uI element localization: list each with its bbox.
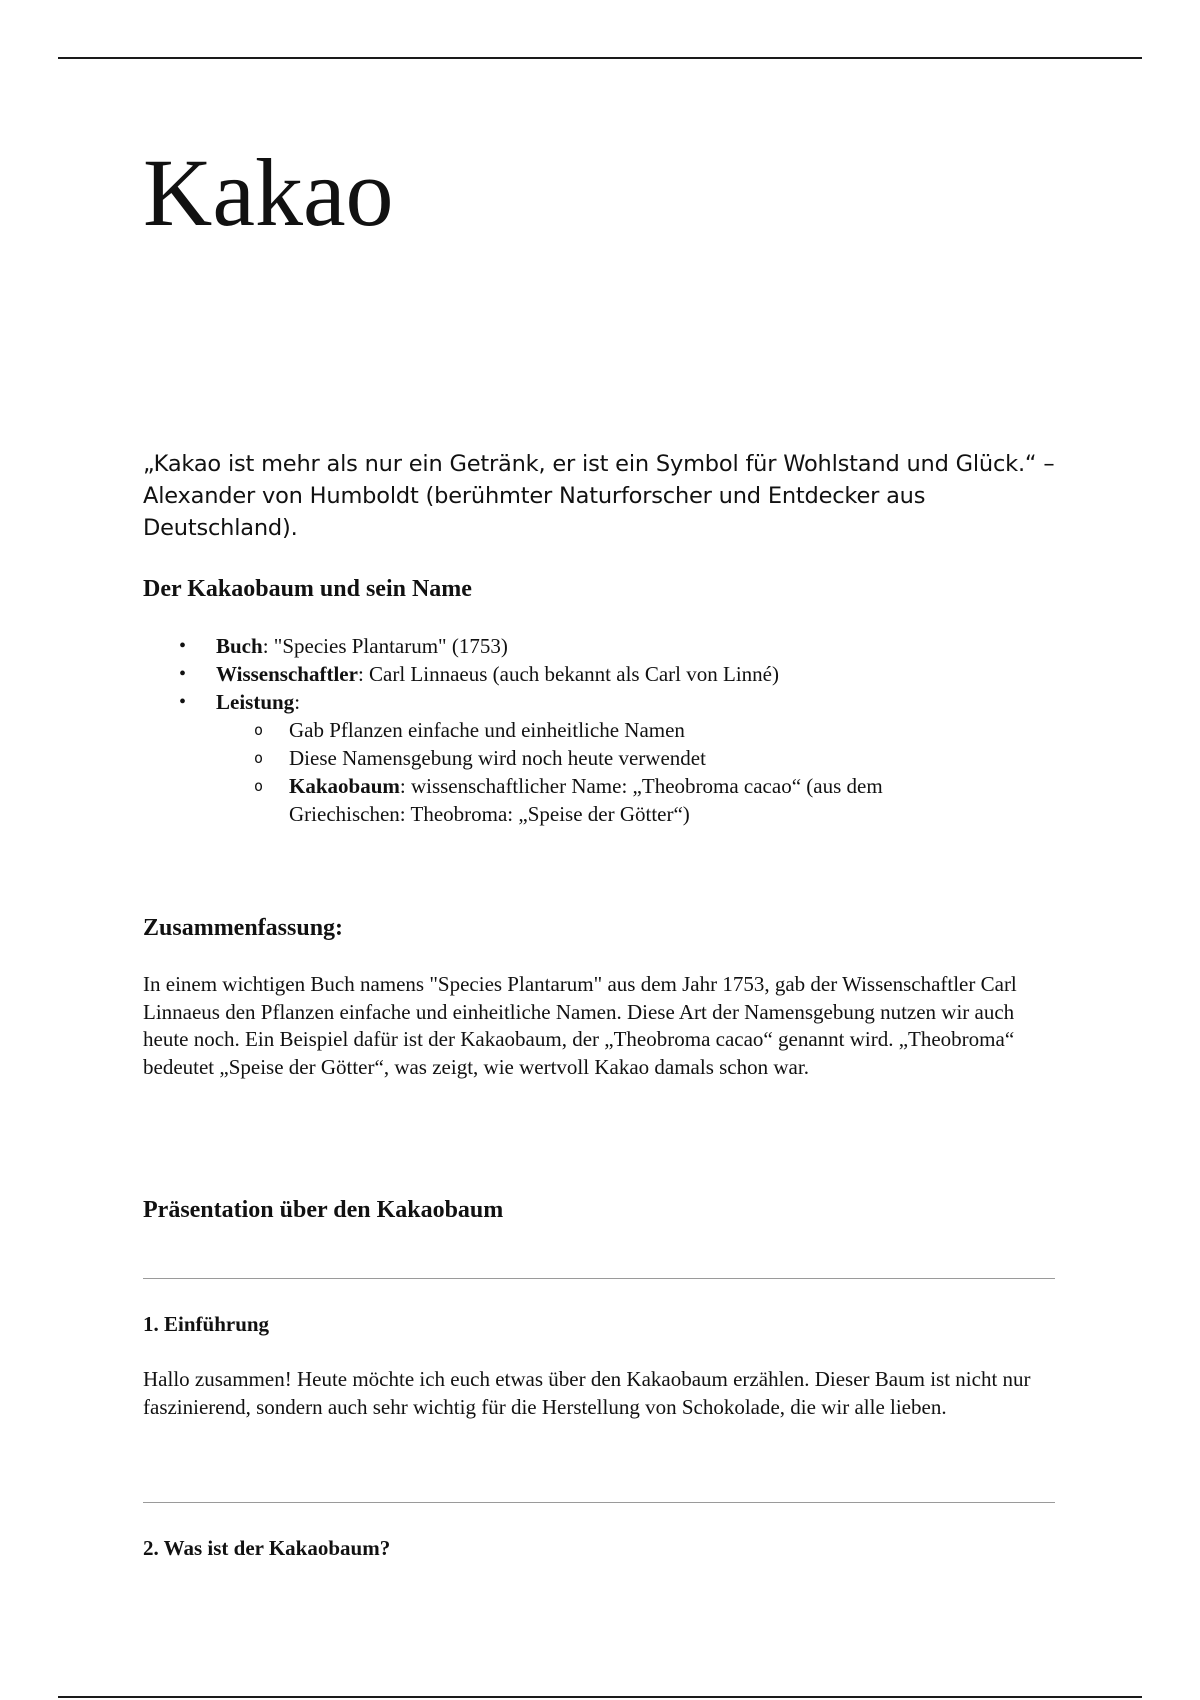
sublist-item-text: : wissenschaftlicher Name: „Theobroma cacao“ (aus dem Griechischen: Theobroma: „Speise der Götter“)	[289, 774, 883, 826]
horizontal-rule	[143, 1502, 1055, 1503]
subheading-introduction: 1. Einführung	[143, 1312, 270, 1336]
document-title: Kakao	[143, 139, 394, 246]
list-item-book	[143, 632, 976, 660]
list-item-scientist	[143, 660, 976, 688]
list-item-text: :	[294, 690, 301, 714]
sublist-item	[216, 772, 976, 828]
summary-paragraph: In einem wichtigen Buch namens "Species Plantarum" aus dem Jahr 1753, gab der Wissenschaftler Carl Linnaeus den Pflanzen einfache und einheitliche Namen. Diese Art der Namensgebung nutzen wir auch heute noch. Ein Beispiel dafür ist der Kakaobaum, der „Theobroma cacao“ genannt wird. „Theobroma“ bedeutet „Speise der Götter“, was zeigt, wie wertvoll Kakao damals schon war.	[143, 972, 1017, 1079]
list-item-term: Buch	[216, 634, 263, 658]
list-item-text: : "Species Plantarum" (1753)	[262, 634, 508, 658]
horizontal-rule	[143, 1278, 1055, 1279]
sublist-item	[216, 716, 976, 744]
section-heading-tree-name: Der Kakaobaum und sein Name	[143, 576, 472, 602]
introduction-paragraph: Hallo zusammen! Heute möchte ich euch etwas über den Kakaobaum erzählen. Dieser Baum ist nicht nur faszinierend, sondern auch sehr wichtig für die Herstellung von Schokolade, die wir alle lieben.	[143, 1367, 1031, 1419]
list-item-text: : Carl Linnaeus (auch bekannt als Carl von Linné)	[357, 662, 779, 686]
sublist-item-term: Kakaobaum	[289, 774, 400, 798]
subheading-what-is-tree: 2. Was ist der Kakaobaum?	[143, 1536, 391, 1560]
page-bottom-rule	[58, 1696, 1142, 1698]
list-item-term: Leistung	[216, 690, 295, 714]
sublist-item-text: Gab Pflanzen einfache und einheitliche Namen	[289, 718, 685, 742]
section-heading-presentation: Präsentation über den Kakaobaum	[143, 1197, 504, 1223]
humboldt-quote: „Kakao ist mehr als nur ein Getränk, er ist ein Symbol für Wohlstand und Glück.“ – Alexander von Humboldt (berühmter Naturforscher und Entdecker aus Deutschland).	[143, 451, 1055, 541]
page-top-rule	[58, 57, 1142, 59]
sublist-item-text: Diese Namensgebung wird noch heute verwendet	[289, 746, 706, 770]
list-item-achievement	[143, 688, 976, 828]
list-item-term: Wissenschaftler	[216, 662, 358, 686]
section-heading-summary: Zusammenfassung:	[143, 915, 344, 941]
sublist-item	[216, 744, 976, 772]
tree-facts-list	[143, 632, 976, 828]
achievement-sublist	[143, 716, 976, 828]
